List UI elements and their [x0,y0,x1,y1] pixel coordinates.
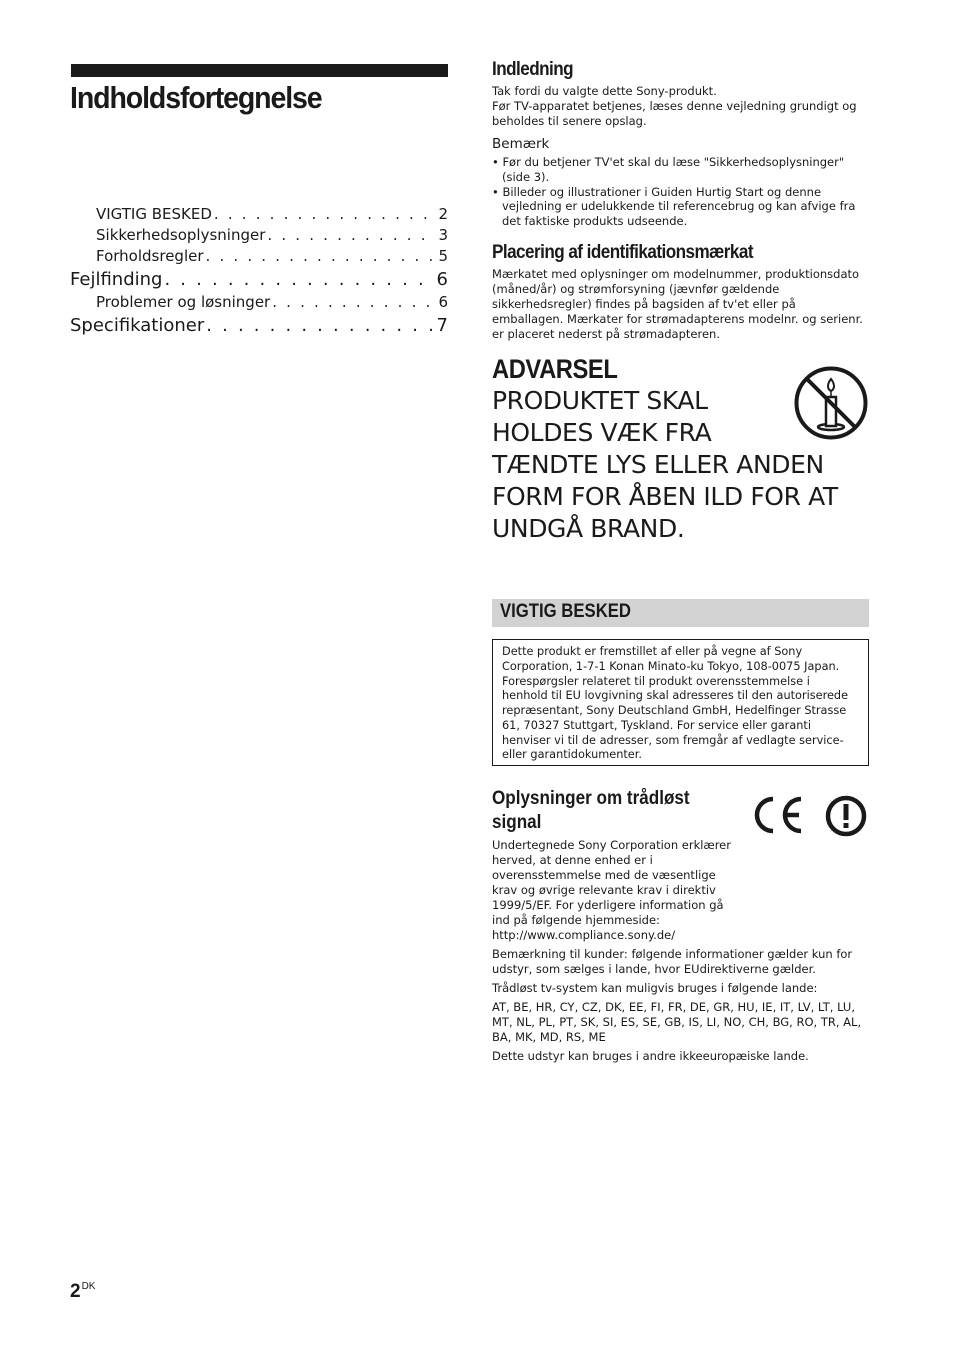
toc-leader [214,204,437,225]
warning-line: TÆNDTE LYS ELLER ANDEN [492,450,824,479]
toc-leader [164,267,434,292]
toc-leader [272,292,436,313]
warning-line: PRODUKTET SKAL [492,386,708,415]
warning-title: ADVARSEL [492,354,618,384]
wireless-text: Trådløst tv-system kan muligvis bruges i følgende lande: [492,981,818,995]
toc-entry-label: Sikkerhedsoplysninger [96,226,266,244]
toc-entry-label: Problemer og løsninger [96,293,271,311]
toc-entry-page: 5 [438,247,448,265]
page-number-value: 2 [70,1281,81,1302]
toc-entry[interactable] [70,204,448,225]
toc-entry-page: 2 [438,205,448,223]
intro-heading: Indledning [492,59,574,80]
notice-box [492,639,869,766]
warning-line: HOLDES VÆK FRA [492,418,712,447]
toc-leader [206,246,437,267]
page-language: DK [81,1281,96,1292]
toc-entry-page: 6 [436,269,448,290]
toc-entry-label: Forholdsregler [96,247,204,265]
alert-circle-icon [825,795,867,837]
notice-text: Dette produkt er fremstillet af eller på vegne af Sony Corporation, 1-7-1 Konan Minato-ku Tokyo, 108-0075 Japan. Forespørgsler relateret til produkt overensstemmelse i henhold til EU lovgivning skal adresseres til den autoriserede repræsentant, Sony Deutschland GmbH, Hedelfinger Strasse 61, 70327 Stuttgart, Tyskland. For service eller garanti henviser vi til de adresser, som fremgår af vedlagte service- eller garantidokumenter. [502,645,849,762]
ce-mark-icon [749,795,805,835]
toc-leader [206,313,434,338]
toc-entry[interactable] [70,225,448,246]
table-of-contents [70,204,448,338]
label-section [492,242,870,342]
note-bullet: • Før du betjener TV'et skal du læse "Sikkerhedsoplysninger" (side 3). [492,155,845,184]
toc-entry[interactable] [70,292,448,313]
toc-entry-label: Fejlfinding [70,269,163,290]
toc-entry-page: 7 [436,315,448,336]
toc-leader [267,225,436,246]
warning-line: UNDGÅ BRAND. [492,514,685,543]
wireless-text: Undertegnede Sony Corporation erklærer herved, at denne enhed er i overensstemmelse med de væsentlige krav og øvrige relevante krav i direktiv 1999/5/EF. For yderligere information gå ind på følgende hjemmeside: [492,838,731,927]
wireless-text: Bemærkning til kunder: følgende informationer gælder kun for udstyr, som sælges i lande, hvor EUdirektiverne gælder. [492,947,853,976]
wireless-text: Dette udstyr kan bruges i andre ikkeeuropæiske lande. [492,1049,809,1063]
toc-entry[interactable] [70,246,448,267]
intro-text: Tak fordi du valgte dette Sony-produkt. [492,84,717,98]
no-candle-icon [793,365,869,441]
page-number [70,1281,95,1303]
intro-text: Før TV-apparatet betjenes, læses denne vejledning grundigt og beholdes til senere opslag. [492,99,857,128]
note-bullet: • Billeder og illustrationer i Guiden Hurtig Start og denne vejledning er udelukkende til referencebrug og kan afvige fra det faktiske produkts udseende. [492,184,856,229]
toc-entry-label: VIGTIG BESKED [96,205,212,223]
label-text: Mærkatet med oplysninger om modelnummer, produktionsdato (måned/år) og strømforsyning (jævnfør gældende sikkerhedsregler) findes på bagsiden af tv'et eller på emballagen. Mærkater for strømadapterens modelnr. og serienr. er placeret nederst på strømadapteren. [492,267,863,341]
toc-entry-label: Specifikationer [70,315,205,336]
intro-section [492,59,870,229]
toc-entry[interactable] [70,313,448,338]
wireless-heading: Oplysninger om trådløst signal [492,788,690,833]
title-rule [71,64,448,77]
warning-line: FORM FOR ÅBEN ILD FOR AT [492,482,838,511]
toc-entry-page: 6 [438,293,448,311]
label-heading: Placering af identifikationsmærkat [492,242,754,263]
notice-heading: VIGTIG BESKED [500,601,631,622]
toc-entry[interactable] [70,267,448,292]
toc-entry-page: 3 [438,226,448,244]
note-heading: Bemærk [492,136,550,152]
country-list: AT, BE, HR, CY, CZ, DK, EE, FI, FR, DE, GR, HU, IE, IT, LV, LT, LU, MT, NL, PL, PT, SK, SI, ES, SE, GB, IS, LI, NO, CH, BG, RO, TR, AL, BA, MK, MD, RS, ME [492,1000,862,1044]
wireless-body [492,838,870,1068]
page-title: Indholdsfortegnelse [70,80,322,115]
compliance-url[interactable]: http://www.compliance.sony.de/ [492,928,676,942]
